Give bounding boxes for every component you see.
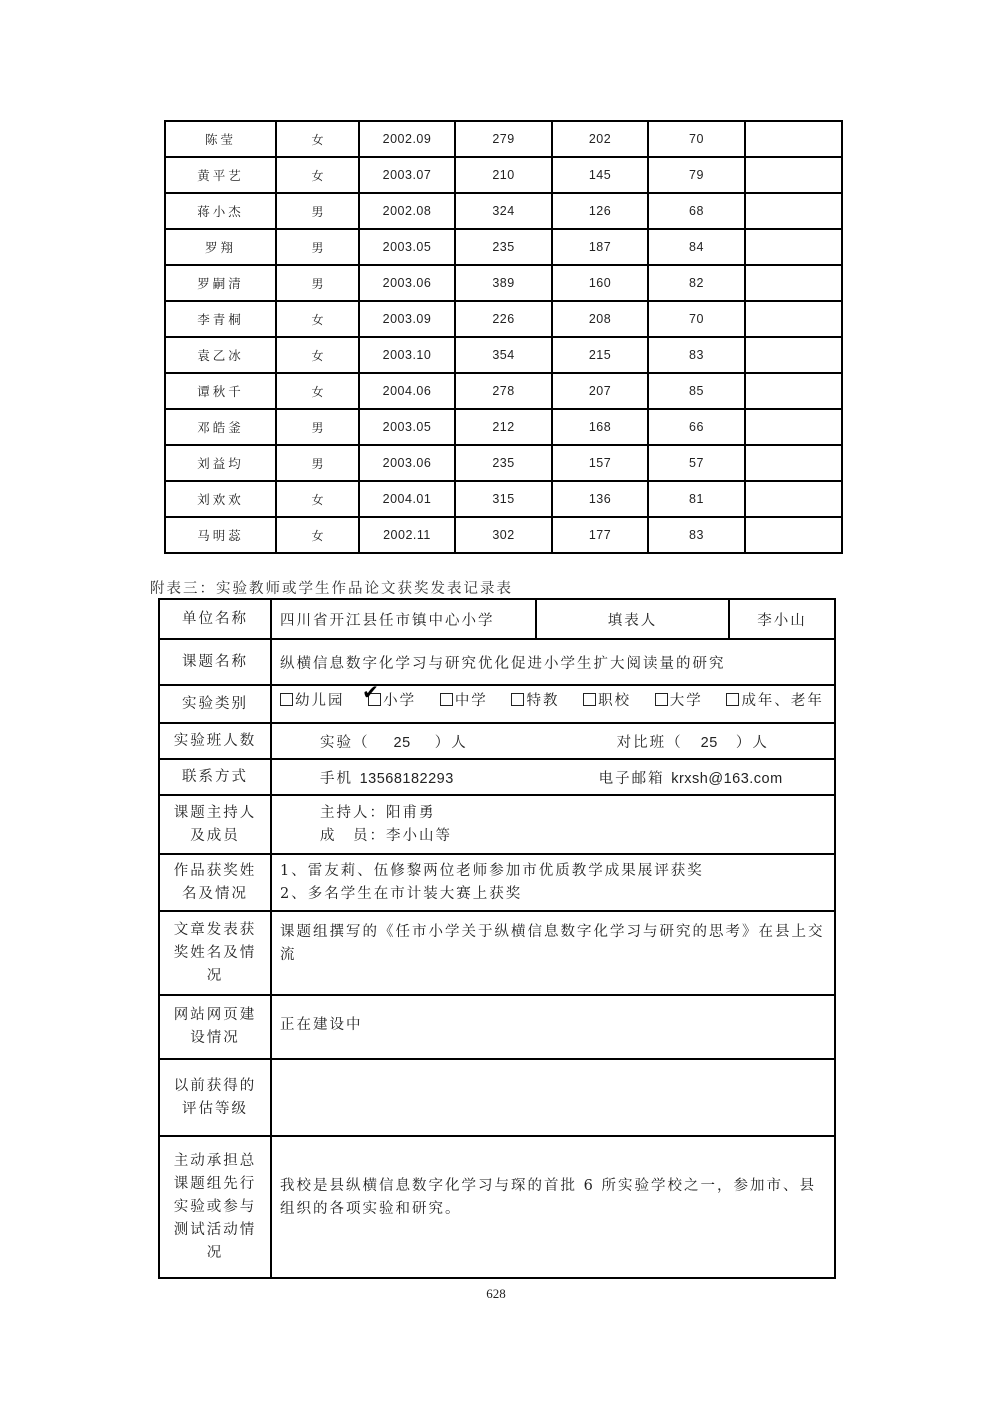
student-v3-cell: 84 (648, 229, 745, 265)
works-label-line-2: 名及情况 (182, 885, 248, 902)
student-v2-cell: 126 (552, 193, 648, 229)
student-v2-cell: 187 (552, 229, 648, 265)
row-active (159, 1136, 835, 1278)
student-note-cell (745, 445, 842, 481)
row-previous (159, 1059, 835, 1136)
experiment-count: 25 (393, 734, 411, 751)
student-gender-cell: 女 (276, 337, 359, 373)
topic-value: 纵横信息数字化学习与研究优化促进小学生扩大阅读量的研究 (271, 639, 835, 685)
student-v2-cell: 136 (552, 481, 648, 517)
article-value: 课题组撰写的《任市小学关于纵横信息数字化学习与研究的思考》在县上交流 (271, 911, 835, 995)
student-name-cell: 马明蕊 (165, 517, 276, 553)
student-v1-cell: 278 (455, 373, 552, 409)
student-row (165, 445, 842, 481)
contact-value (271, 759, 835, 795)
student-note-cell (745, 373, 842, 409)
student-birth-cell: 2002.08 (359, 193, 455, 229)
row-class-size (159, 723, 835, 759)
student-birth-cell: 2002.11 (359, 517, 455, 553)
host-label-line-1: 课题主持人 (173, 804, 257, 821)
category-option-label: 大学 (669, 692, 703, 709)
student-row (165, 517, 842, 553)
website-label-line-2: 设情况 (190, 1030, 240, 1046)
student-note-cell (745, 121, 842, 157)
category-option-label: 成年、老年 (741, 692, 824, 709)
student-birth-cell: 2003.06 (359, 445, 455, 481)
student-row (165, 481, 842, 517)
student-v2-cell: 207 (552, 373, 648, 409)
student-row (165, 157, 842, 193)
student-name-cell: 罗嗣清 (165, 265, 276, 301)
category-option[interactable] (726, 689, 824, 710)
student-name-cell: 刘益均 (165, 445, 276, 481)
student-gender-cell: 女 (276, 373, 359, 409)
phone-value: 13568182293 (359, 770, 454, 787)
student-birth-cell: 2004.06 (359, 373, 455, 409)
checkbox-icon[interactable] (726, 693, 739, 706)
student-birth-cell: 2002.09 (359, 121, 455, 157)
student-v3-cell: 57 (648, 445, 745, 481)
checkbox-icon[interactable] (511, 693, 524, 706)
student-v1-cell: 279 (455, 121, 552, 157)
student-gender-cell: 男 (276, 445, 359, 481)
student-v1-cell: 315 (455, 481, 552, 517)
student-gender-cell: 男 (276, 265, 359, 301)
experiment-suffix: ）人 (434, 734, 468, 751)
student-row (165, 373, 842, 409)
student-name-cell: 袁乙冰 (165, 337, 276, 373)
website-label (159, 995, 271, 1059)
category-option[interactable] (655, 689, 703, 710)
control-suffix: ）人 (735, 734, 769, 751)
host-line: 主持人：阳甫勇 (320, 804, 436, 821)
student-score-table (164, 120, 843, 554)
works-value (271, 854, 835, 911)
student-row (165, 409, 842, 445)
active-label-line-2: 课题组先行 (173, 1175, 257, 1192)
student-note-cell (745, 337, 842, 373)
student-v3-cell: 82 (648, 265, 745, 301)
student-birth-cell: 2003.07 (359, 157, 455, 193)
class-size-label: 实验班人数 (159, 723, 271, 759)
row-works (159, 854, 835, 911)
works-label (159, 854, 271, 911)
student-v2-cell: 168 (552, 409, 648, 445)
active-label-line-3: 实验或参与 (173, 1198, 257, 1215)
student-v1-cell: 235 (455, 229, 552, 265)
student-v1-cell: 235 (455, 445, 552, 481)
student-row (165, 193, 842, 229)
student-gender-cell: 女 (276, 301, 359, 337)
filler-value: 李小山 (729, 599, 835, 639)
website-value: 正在建设中 (271, 995, 835, 1059)
active-label-line-4: 测试活动情 (173, 1221, 257, 1238)
row-article (159, 911, 835, 995)
student-gender-cell: 女 (276, 121, 359, 157)
student-v2-cell: 157 (552, 445, 648, 481)
host-label (159, 795, 271, 854)
checkbox-icon[interactable] (583, 693, 596, 706)
student-v2-cell: 177 (552, 517, 648, 553)
student-note-cell (745, 517, 842, 553)
student-note-cell (745, 301, 842, 337)
student-row (165, 337, 842, 373)
category-option-label: 幼儿园 (295, 692, 345, 709)
topic-label: 课题名称 (159, 639, 271, 685)
category-option[interactable] (583, 689, 631, 710)
checkmark-icon: ✔ (362, 679, 381, 704)
student-birth-cell: 2003.06 (359, 265, 455, 301)
unit-value: 四川省开江县任市镇中心小学 (271, 599, 536, 639)
email-value: krxsh@163.com (671, 770, 783, 787)
previous-label (159, 1059, 271, 1136)
row-contact (159, 759, 835, 795)
category-label: 实验类别 (159, 685, 271, 723)
category-option-label: 特教 (526, 692, 560, 709)
student-v1-cell: 324 (455, 193, 552, 229)
email-label: 电子邮箱 (598, 770, 665, 787)
student-v3-cell: 70 (648, 121, 745, 157)
student-name-cell: 陈莹 (165, 121, 276, 157)
student-gender-cell: 男 (276, 409, 359, 445)
page-number: 628 (486, 1286, 506, 1301)
category-option-label: 职校 (598, 692, 632, 709)
student-name-cell: 李青桐 (165, 301, 276, 337)
category-option[interactable] (440, 689, 488, 710)
student-v1-cell: 212 (455, 409, 552, 445)
works-label-line-1: 作品获奖姓 (173, 862, 257, 879)
category-option[interactable] (511, 689, 559, 710)
category-option-label: 中学 (454, 692, 488, 709)
previous-value (271, 1059, 835, 1136)
unit-label: 单位名称 (159, 599, 271, 639)
article-label (159, 911, 271, 995)
student-v1-cell: 389 (455, 265, 552, 301)
previous-label-line-1: 以前获得的 (173, 1077, 257, 1094)
row-category (159, 685, 835, 723)
website-label-line-1: 网站网页建 (173, 1007, 257, 1023)
row-unit (159, 599, 835, 639)
checkbox-icon[interactable] (655, 693, 668, 706)
active-value: 我校是县纵横信息数字化学习与琛的首批 6 所实验学校之一，参加市、县组织的各项实验和研究。 (271, 1136, 835, 1278)
works-line-2: 2、多名学生在市计装大赛上获奖 (280, 885, 523, 902)
checkbox-icon[interactable] (280, 693, 293, 706)
student-row (165, 301, 842, 337)
article-label-line-3: 况 (206, 967, 224, 984)
student-birth-cell: 2003.05 (359, 229, 455, 265)
row-host (159, 795, 835, 854)
student-note-cell (745, 409, 842, 445)
student-v3-cell: 66 (648, 409, 745, 445)
active-label (159, 1136, 271, 1278)
active-label-line-5: 况 (206, 1244, 224, 1261)
control-count: 25 (700, 734, 718, 751)
contact-label: 联系方式 (159, 759, 271, 795)
experiment-prefix: 实验（ (320, 734, 370, 751)
control-prefix: 对比班（ (616, 734, 683, 751)
phone-label: 手机 (320, 770, 353, 787)
category-option[interactable] (280, 689, 345, 710)
student-birth-cell: 2004.01 (359, 481, 455, 517)
student-v3-cell: 83 (648, 517, 745, 553)
checkbox-icon[interactable] (440, 693, 453, 706)
student-birth-cell: 2003.09 (359, 301, 455, 337)
student-name-cell: 谭秋千 (165, 373, 276, 409)
student-note-cell (745, 157, 842, 193)
active-label-line-1: 主动承担总 (173, 1152, 257, 1169)
student-row (165, 265, 842, 301)
host-value (271, 795, 835, 854)
student-note-cell (745, 481, 842, 517)
row-website (159, 995, 835, 1059)
table-caption: 附表三：实验教师或学生作品论文获奖发表记录表 (150, 581, 513, 597)
student-v2-cell: 145 (552, 157, 648, 193)
student-name-cell: 刘欢欢 (165, 481, 276, 517)
student-v1-cell: 210 (455, 157, 552, 193)
student-note-cell (745, 265, 842, 301)
student-birth-cell: 2003.05 (359, 409, 455, 445)
student-v2-cell: 202 (552, 121, 648, 157)
student-v2-cell: 160 (552, 265, 648, 301)
student-v3-cell: 79 (648, 157, 745, 193)
student-v3-cell: 70 (648, 301, 745, 337)
student-name-cell: 蒋小杰 (165, 193, 276, 229)
award-record-table (158, 598, 836, 1279)
previous-label-line-2: 评估等级 (182, 1100, 248, 1117)
student-note-cell (745, 193, 842, 229)
student-birth-cell: 2003.10 (359, 337, 455, 373)
members-line: 成 员：李小山等 (320, 827, 452, 844)
student-v1-cell: 226 (455, 301, 552, 337)
student-gender-cell: 男 (276, 193, 359, 229)
student-v1-cell: 302 (455, 517, 552, 553)
student-v3-cell: 83 (648, 337, 745, 373)
student-v3-cell: 68 (648, 193, 745, 229)
student-v3-cell: 85 (648, 373, 745, 409)
row-topic (159, 639, 835, 685)
category-options (271, 679, 835, 723)
category-option[interactable] (362, 679, 417, 710)
class-size-value (271, 723, 835, 759)
student-v2-cell: 208 (552, 301, 648, 337)
works-line-1: 1、雷友莉、伍修黎两位老师参加市优质教学成果展评获奖 (280, 862, 704, 879)
student-note-cell (745, 229, 842, 265)
student-name-cell: 邓皓釜 (165, 409, 276, 445)
article-label-line-1: 文章发表获 (173, 921, 257, 938)
article-label-line-2: 奖姓名及情 (173, 944, 257, 961)
student-v1-cell: 354 (455, 337, 552, 373)
student-row (165, 121, 842, 157)
student-name-cell: 黄平艺 (165, 157, 276, 193)
student-gender-cell: 女 (276, 157, 359, 193)
student-gender-cell: 女 (276, 517, 359, 553)
student-v2-cell: 215 (552, 337, 648, 373)
filler-label: 填表人 (536, 599, 729, 639)
student-gender-cell: 女 (276, 481, 359, 517)
student-name-cell: 罗翔 (165, 229, 276, 265)
student-v3-cell: 81 (648, 481, 745, 517)
category-option-label: 小学 (383, 692, 417, 709)
student-gender-cell: 男 (276, 229, 359, 265)
student-row (165, 229, 842, 265)
host-label-line-2: 及成员 (190, 827, 240, 844)
